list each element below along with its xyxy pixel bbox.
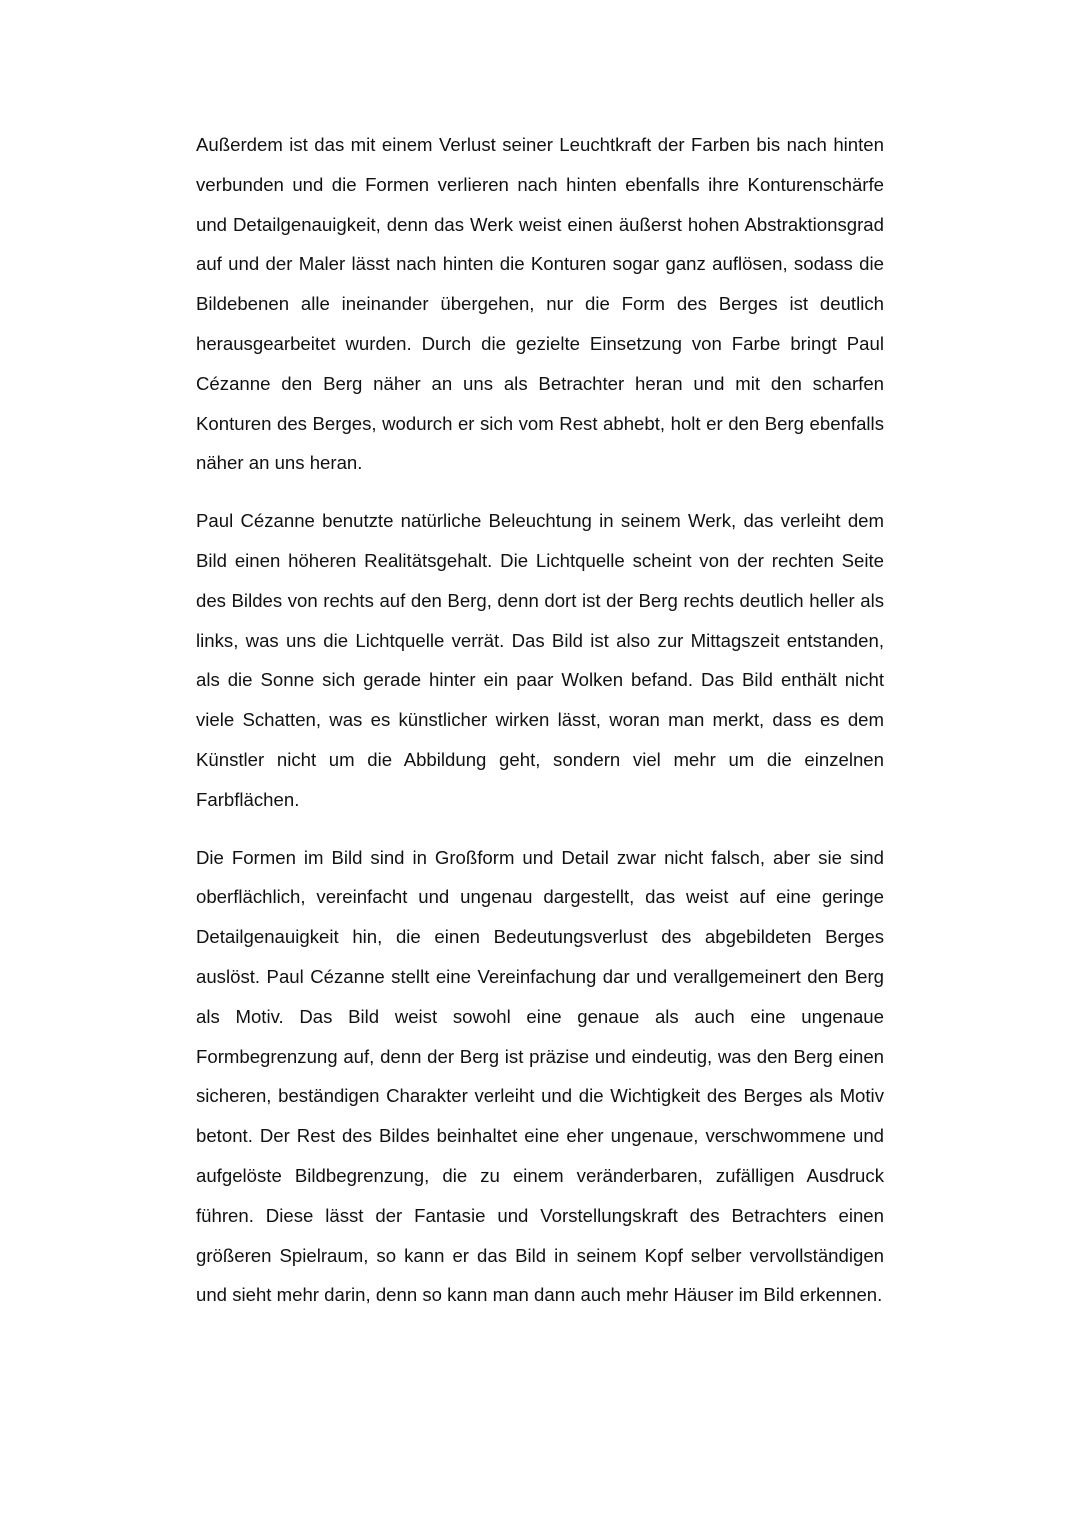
paragraph-lighting-depth: Außerdem ist das mit einem Verlust seiner Leuchtkraft der Farben bis nach hinten verbunden und die Formen verlieren nach hinten ebenfalls ihre Konturenschärfe und Detailgenauigkeit, denn das Werk weist einen äußerst hohen Abstraktionsgrad auf und der Maler lässt nach hinten die Konturen sogar ganz auflösen, sodass die Bildebenen alle ineinander übergehen, nur die Form des Berges ist deutlich herausgearbeitet wurden. Durch die gezielte Einsetzung von Farbe bringt Paul Cézanne den Berg näher an uns als Betrachter heran und mit den scharfen Konturen des Berges, wodurch er sich vom Rest abhebt, holt er den Berg ebenfalls näher an uns heran. <box>196 134 884 474</box>
document-page <box>196 125 884 1315</box>
paragraph-illumination: Paul Cézanne benutzte natürliche Beleuchtung in seinem Werk, das verleiht dem Bild einen höheren Realitätsgehalt. Die Lichtquelle scheint von der rechten Seite des Bildes von rechts auf den Berg, denn dort ist der Berg rechts deutlich heller als links, was uns die Lichtquelle verrät. Das Bild ist also zur Mittagszeit entstanden, als die Sonne sich gerade hinter ein paar Wolken befand. Das Bild enthält nicht viele Schatten, was es künstlicher wirken lässt, woran man merkt, dass es dem Künstler nicht um die Abbildung geht, sondern viel mehr um die einzelnen Farbflächen. <box>196 510 884 810</box>
paragraph-forms: Die Formen im Bild sind in Großform und Detail zwar nicht falsch, aber sie sind oberflächlich, vereinfacht und ungenau dargestellt, das weist auf eine geringe Detailgenauigkeit hin, die einen Bedeutungsverlust des abgebildeten Berges auslöst. Paul Cézanne stellt eine Vereinfachung dar und verallgemeinert den Berg als Motiv. Das Bild weist sowohl eine genaue als auch eine ungenaue Formbegrenzung auf, denn der Berg ist präzise und eindeutig, was den Berg einen sicheren, beständigen Charakter verleiht und die Wichtigkeit des Berges als Motiv betont. Der Rest des Bildes beinhaltet eine eher ungenaue, verschwommene und aufgelöste Bildbegrenzung, die zu einem veränderbaren, zufälligen Ausdruck führen. Diese lässt der Fantasie und Vorstellungskraft des Betrachters einen größeren Spielraum, so kann er das Bild in seinem Kopf selber vervollständigen und sieht mehr darin, denn so kann man dann auch mehr Häuser im Bild erkennen. <box>196 846 884 1306</box>
